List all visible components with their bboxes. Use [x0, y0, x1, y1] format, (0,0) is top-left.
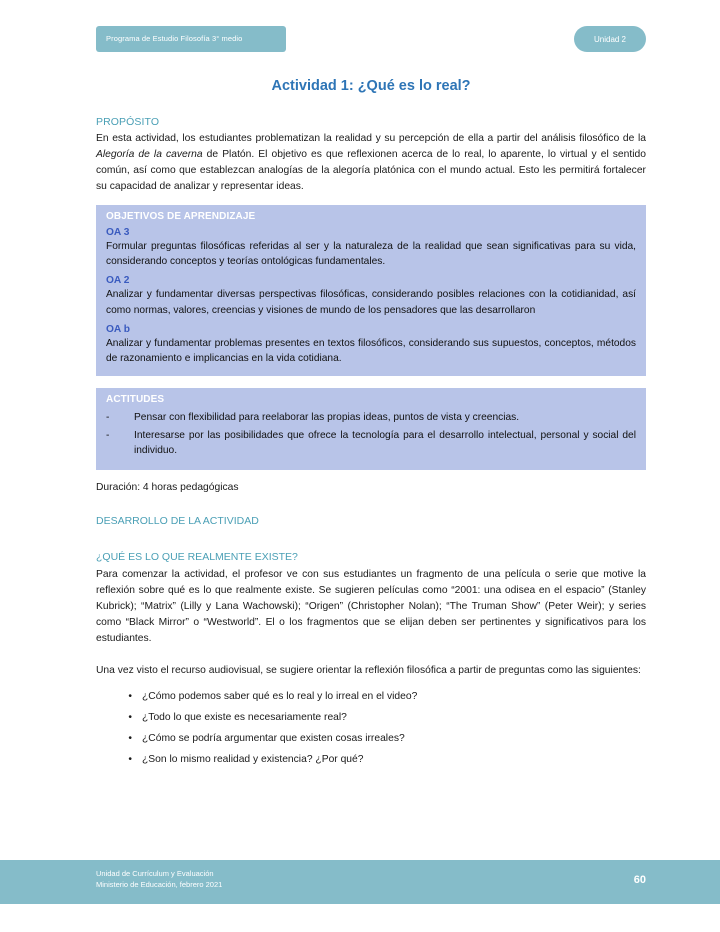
footer-line-1: Unidad de Currículum y Evaluación	[96, 869, 214, 878]
list-item	[96, 689, 646, 705]
question-text: ¿Todo lo que existe es necesariamente real?	[142, 712, 347, 724]
attitudes-title: ACTITUDES	[106, 393, 165, 405]
attitudes-list	[106, 410, 636, 459]
development-paragraph-1: Para comenzar la actividad, el profesor ve con sus estudiantes un fragmento de una película o serie que motive la reflexión sobre qué es lo que realmente existe. Se sugieren películas como “2001: una odisea en el espacio” (Stanley Kubrick); “Matrix” (Lilly y Lana Wachowski); “Origen” (Christopher Nolan); “The Truman Show” (Peter Weir); y series como “Black Mirror” o “Westworld”. El o los fragmentos que se elijan deben ser pertinentes y significativos para los estudiantes.	[96, 569, 646, 645]
objective-text: Formular preguntas filosóficas referidas al ser y la naturaleza de la realidad que sean significativas para su vida, considerando conceptos y teorías ontológicas fundamentales.	[106, 240, 636, 268]
purpose-label: PROPÓSITO	[96, 116, 160, 128]
purpose-text-part-2: de Platón. El objetivo es que reflexionen acerca de lo real, lo aparente, lo virtual y el sentido común, así como que establezcan analogías de la alegoría platónica con el mundo actual. Esto les permitirá fortalecer su capacidad de analizar y representar ideas.	[96, 148, 646, 192]
unit-badge	[574, 26, 646, 52]
purpose-italic-title: Alegoría de la caverna	[96, 148, 203, 160]
objective-code: OA 3	[106, 226, 130, 238]
program-tab-label: Programa de Estudio Filosofía 3° medio	[106, 33, 243, 43]
question-text: ¿Cómo se podría argumentar que existen cosas irreales?	[142, 733, 405, 745]
attitude-text: Interesarse por las posibilidades que ofrece la tecnología para el desarrollo intelectual, personal y social del individuo.	[134, 429, 636, 457]
bullet-icon: •	[128, 733, 132, 745]
objective-text: Analizar y fundamentar problemas presentes en textos filosóficos, considerando sus supuestos, conceptos, métodos de razonamiento e implicancias en la vida cotidiana.	[106, 338, 636, 365]
question-text: ¿Cómo podemos saber qué es lo real y lo irreal en el video?	[142, 691, 418, 703]
activity-title: Actividad 1: ¿Qué es lo real?	[271, 78, 471, 94]
program-tab	[96, 26, 286, 52]
bullet-icon: •	[128, 691, 132, 703]
list-item	[96, 731, 646, 747]
purpose-paragraph	[96, 131, 646, 195]
development-heading: DESARROLLO DE LA ACTIVIDAD	[96, 515, 259, 528]
bullet-icon: •	[128, 712, 132, 724]
page-number: 60	[633, 874, 646, 886]
duration-text: Duración: 4 horas pedagógicas	[96, 482, 239, 494]
development-paragraph-2: Una vez visto el recurso audiovisual, se sugiere orientar la reflexión filosófica a partir de preguntas como las siguientes:	[96, 665, 641, 677]
list-item	[106, 410, 636, 425]
attitude-text: Pensar con flexibilidad para reelaborar las propias ideas, puntos de vista y creencias.	[134, 411, 520, 423]
list-item	[96, 710, 646, 726]
unit-badge-label: Unidad 2	[593, 34, 627, 44]
development-sub-heading: ¿QUÉ ES LO QUE REALMENTE EXISTE?	[96, 551, 298, 564]
dash-marker: -	[106, 429, 110, 441]
objectives-box	[96, 205, 646, 376]
question-text: ¿Son lo mismo realidad y existencia? ¿Por qué?	[142, 754, 364, 766]
attitudes-box	[96, 388, 646, 471]
list-item	[96, 752, 646, 768]
questions-list	[96, 689, 646, 768]
footer-line-2: Ministerio de Educación, febrero 2021	[96, 880, 223, 890]
footer-institution	[96, 868, 222, 891]
purpose-text-part-1: En esta actividad, los estudiantes problematizan la realidad y su percepción de ella a partir del análisis filosófico de la	[96, 133, 646, 144]
objective-code: OA b	[106, 324, 130, 335]
list-item	[106, 428, 636, 459]
page-header	[0, 26, 720, 52]
page-footer	[0, 860, 720, 904]
bullet-icon: •	[128, 754, 132, 766]
page-content	[96, 78, 646, 773]
dash-marker: -	[106, 411, 110, 423]
objective-code: OA 2	[106, 275, 130, 287]
objectives-title: OBJETIVOS DE APRENDIZAJE	[106, 210, 256, 222]
objective-text: Analizar y fundamentar diversas perspectivas filosóficas, considerando posibles relaciones con la cotidianidad, así como normas, valores, creencias y visiones de mundo de los pensadores que las desarrollaron	[106, 289, 636, 316]
